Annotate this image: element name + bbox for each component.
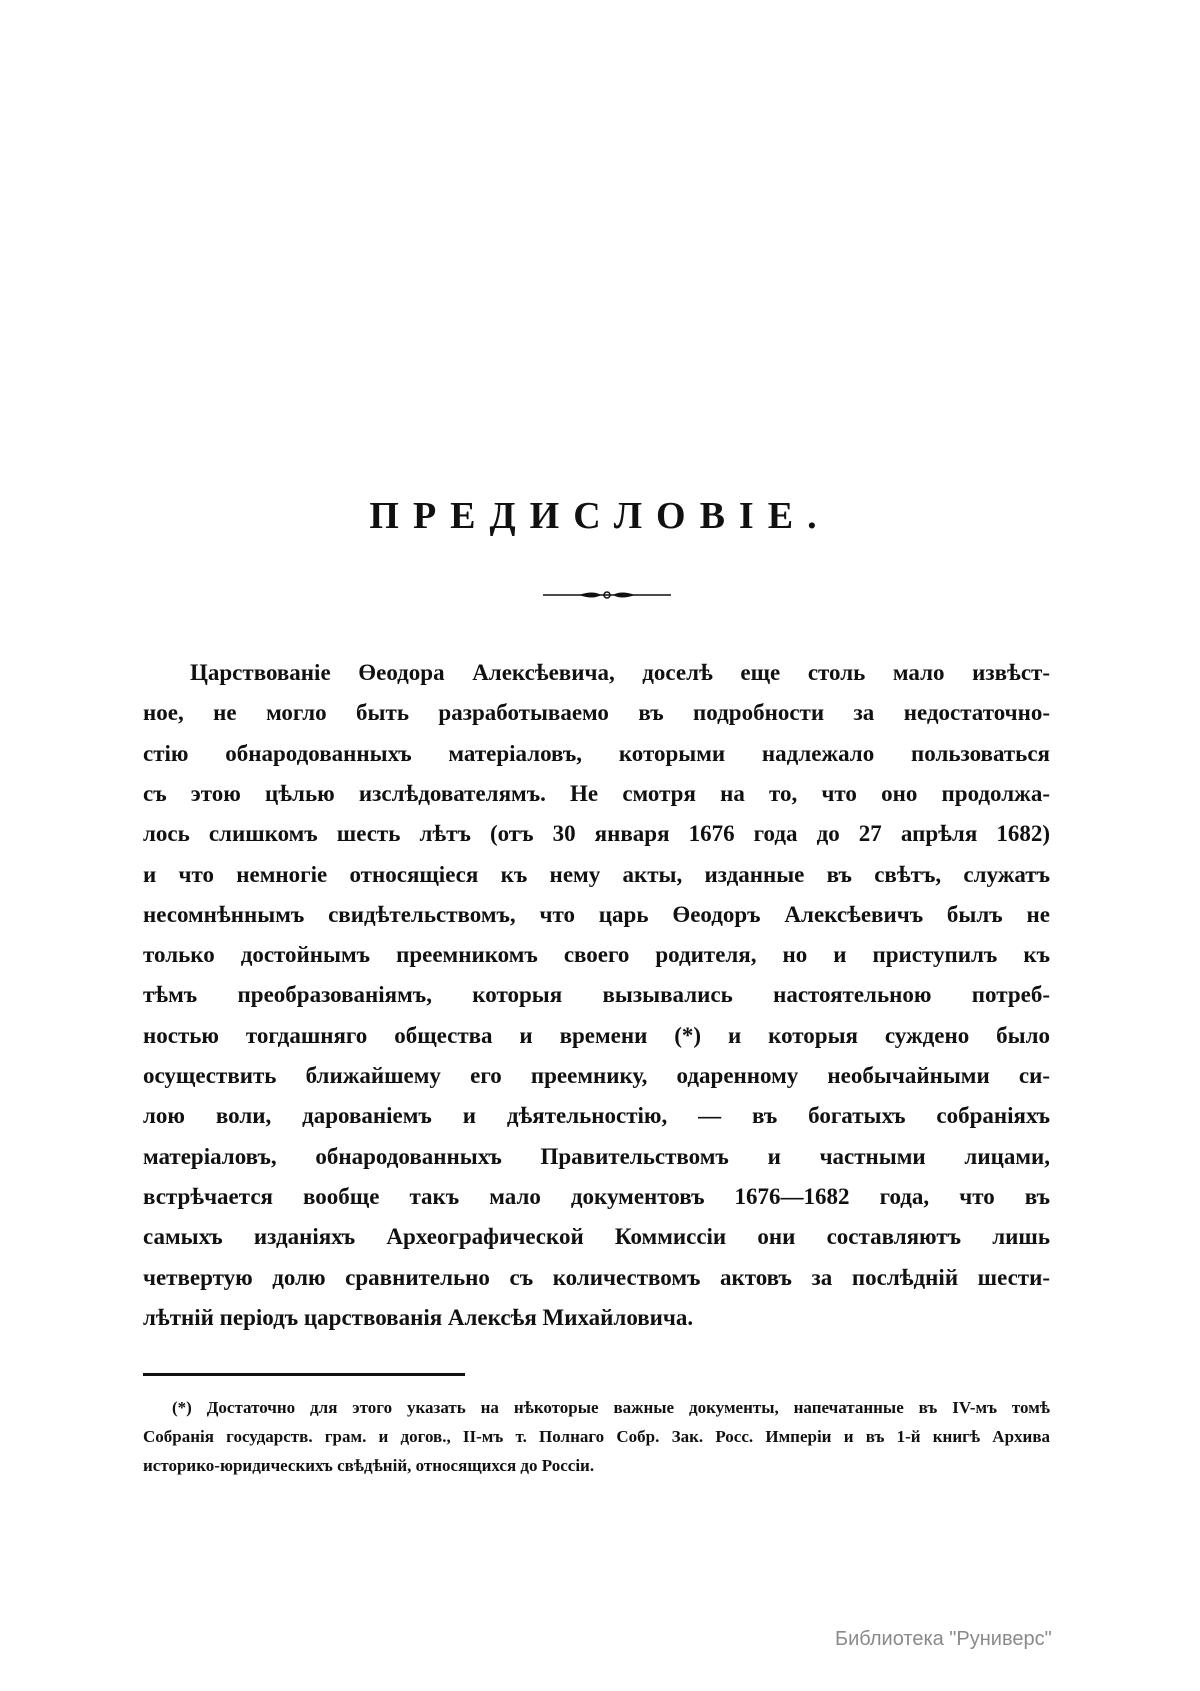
body-line: матеріаловъ, обнародованныхъ Правительствомъ и частными лицами, <box>143 1143 1050 1169</box>
body-line: съ этою цѣлью изслѣдователямъ. Не смотря на то, что оно продолжа- <box>143 780 1050 806</box>
body-line: тѣмъ преобразованіямъ, которыя вызывались настоятельною потреб- <box>143 982 1050 1008</box>
footnote-line: историко-юридическихъ свѣдѣній, относящихся до Россіи. <box>143 1456 595 1475</box>
decorative-rule-ornament-icon <box>543 588 671 602</box>
footnote-line: (*) Достаточно для этого указать на нѣкоторые важные документы, напечатанные въ IV-мъ томѣ <box>172 1398 1050 1417</box>
body-line: ное, не могло быть разработываемо въ подробности за недостаточно- <box>143 700 1050 726</box>
body-line: Царствованіе Өеодора Алексѣевича, доселѣ еще столь мало извѣст- <box>190 660 1050 685</box>
body-line: лѣтній періодъ царствованія Алексѣя Михайловича. <box>143 1304 694 1330</box>
body-line: самыхъ изданіяхъ Археографической Коммиссіи они составляютъ лишь <box>143 1224 1050 1250</box>
page-title: ПРЕДИСЛОВІЕ. <box>369 495 831 537</box>
body-line: стію обнародованныхъ матеріаловъ, которыми надлежало пользоваться <box>143 740 1050 766</box>
body-line: осуществить ближайшему его преемнику, одаренному необычайными си- <box>143 1063 1050 1088</box>
body-line: лою воли, дарованіемъ и дѣятельностію, — въ богатыхъ собраніяхъ <box>143 1103 1050 1129</box>
body-line: встрѣчается вообще такъ мало документовъ 1676—1682 года, что въ <box>143 1183 1050 1209</box>
body-line: и что немногіе относящіеся къ нему акты, изданные въ свѣтъ, служатъ <box>143 861 1050 887</box>
footnote-line: Собранія государств. грам. и догов., II-мъ т. Полнаго Собр. Зак. Росс. Имперіи и въ 1-й книгѣ Архива <box>143 1427 1050 1446</box>
body-line: несомнѣннымъ свидѣтельствомъ, что царь Өеодоръ Алексѣевичъ былъ не <box>143 901 1050 927</box>
body-line: четвертую долю сравнительно съ количествомъ актовъ за послѣдній шести- <box>143 1264 1050 1290</box>
footnote-divider <box>143 1373 465 1376</box>
library-watermark: Библиотека "Руниверс" <box>835 1628 1052 1650</box>
body-line: лось слишкомъ шесть лѣтъ (отъ 30 января 1676 года до 27 апрѣля 1682) <box>143 821 1050 847</box>
body-line: только достойнымъ преемникомъ своего родителя, но и приступилъ къ <box>143 942 1050 968</box>
body-line: ностью тогдашняго общества и времени (*) и которыя суждено было <box>143 1022 1050 1048</box>
